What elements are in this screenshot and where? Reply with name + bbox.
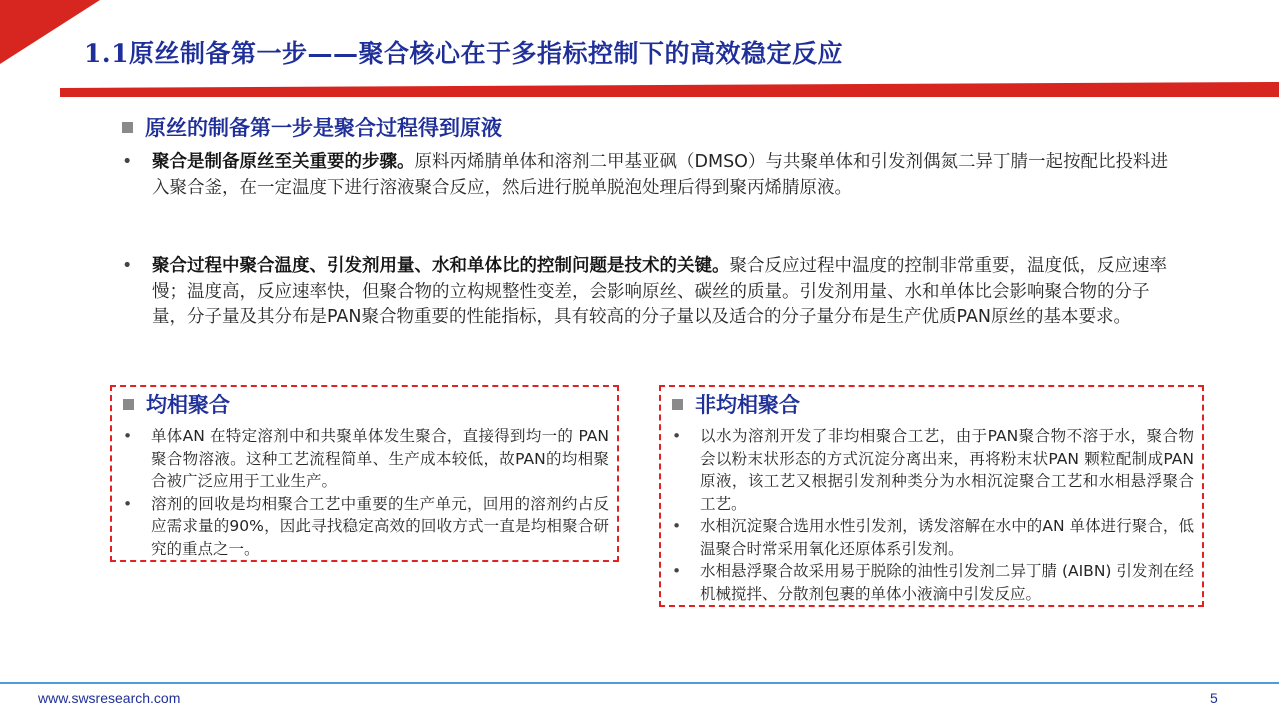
bullet-icon: •: [122, 256, 133, 276]
paragraph-text: 聚合反应过程中温度的控制非常重要，温度低，反应速率慢；温度高，反应速率快，但聚合物的立构规整性变差，会影响原丝、碳丝的质量。引发剂用量、水和单体比会影响聚合物的分子量，分子量及其分布是PAN聚合物重要的性能指标，具有较高的分子量以及适合的分子量分布是生产优质PAN原丝的基本要求。: [152, 256, 1167, 327]
box-list: [123, 425, 609, 560]
section-title-text: 原丝的制备第一步是聚合过程得到原液: [145, 116, 502, 140]
list-item: • 水相悬浮聚合故采用易于脱除的油性引发剂二异丁腈 (AIBN) 引发剂在经机械搅拌、分散剂包裹的单体小液滴中引发反应。: [672, 562, 1194, 603]
bullet-icon: •: [123, 494, 133, 513]
slide-header: [0, 0, 1279, 100]
box-list: [672, 425, 1194, 605]
paragraph-polymerization-step: [122, 150, 1182, 201]
list-item: • 溶剂的回收是均相聚合工艺中重要的生产单元，回用的溶剂约占反应需求量的90%，因此寻找稳定高效的回收方式一直是均相聚合研究的重点之一。: [123, 494, 609, 558]
bullet-icon: •: [123, 427, 133, 445]
bullet-icon: •: [672, 562, 682, 580]
box-title-text: 非均相聚合: [695, 393, 800, 417]
page-title: 1.1原丝制备第一步——聚合核心在于多指标控制下的高效稳定反应: [84, 39, 843, 68]
square-bullet-icon: [123, 399, 134, 410]
bullet-icon: •: [672, 427, 682, 445]
paragraph-process-control: [122, 254, 1182, 331]
paragraph-lead: 聚合过程中聚合温度、引发剂用量、水和单体比的控制问题是技术的关键。: [152, 256, 730, 276]
homogeneous-polymerization-box: [110, 385, 619, 562]
square-bullet-icon: [672, 399, 683, 410]
paragraph-lead: 聚合是制备原丝至关重要的步骤。: [152, 152, 415, 172]
box-title-text: 均相聚合: [146, 393, 230, 417]
box-title: [123, 389, 230, 419]
footer-divider: [0, 682, 1279, 684]
square-bullet-icon: [122, 122, 133, 133]
list-item: • 单体AN 在特定溶剂中和共聚单体发生聚合，直接得到均一的 PAN 聚合物溶液。这种工艺流程简单、生产成本较低，故PAN的均相聚合被广泛应用于工业生产。: [123, 427, 609, 490]
bullet-icon: •: [122, 152, 133, 172]
list-item: • 水相沉淀聚合选用水性引发剂，诱发溶解在水中的AN 单体进行聚合，低温聚合时常采用氧化还原体系引发剂。: [672, 517, 1194, 558]
page-number: 5: [1210, 690, 1218, 706]
list-item: • 以水为溶剂开发了非均相聚合工艺，由于PAN聚合物不溶于水，聚合物会以粉末状形态的方式沉淀分离出来，再将粉末状PAN 颗粒配制成PAN原液，该工艺又根据引发剂种类分为水相沉淀聚合工艺和水相悬浮聚合工艺。: [672, 427, 1194, 513]
box-title: [672, 389, 800, 419]
bullet-icon: •: [672, 517, 682, 535]
section-title: [122, 112, 502, 142]
footer-website-link[interactable]: www.swsresearch.com: [38, 690, 181, 706]
paragraph-text: 原料丙烯腈单体和溶剂二甲基亚砜（DMSO）与共聚单体和引发剂偶氮二异丁腈一起按配比投料进入聚合釜，在一定温度下进行溶液聚合反应，然后进行脱单脱泡处理后得到聚丙烯腈原液。: [152, 152, 1168, 198]
heterogeneous-polymerization-box: [659, 385, 1204, 607]
